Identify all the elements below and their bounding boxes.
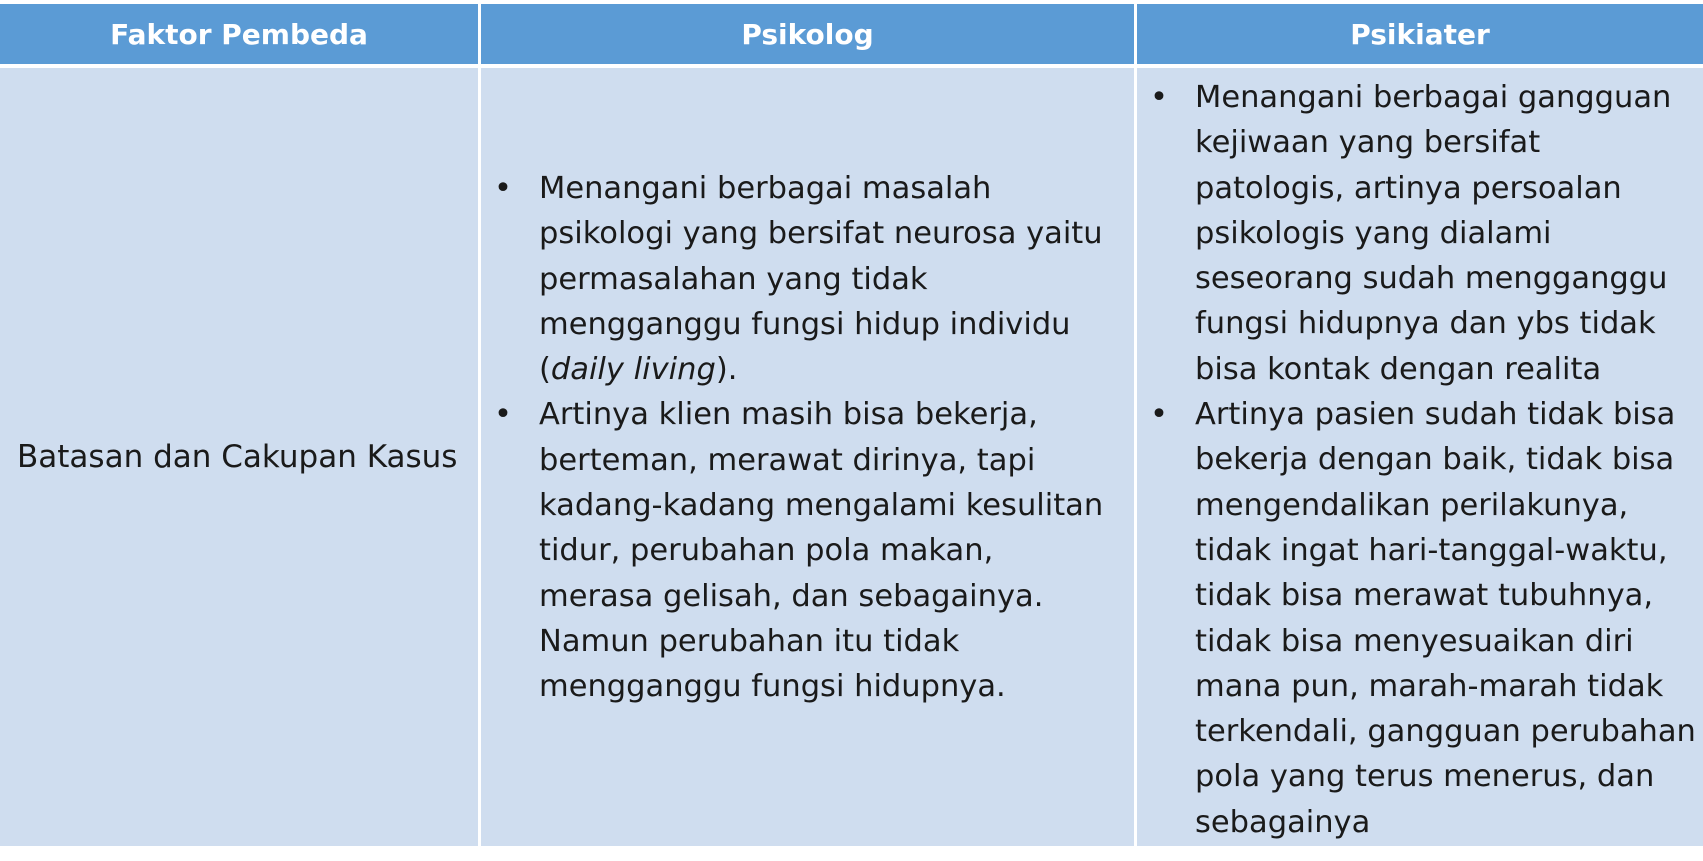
psikolog-bullet-1-text: Menangani berbagai masalah psikologi yang bersifat neurosa yaitu permasalahan yang tidak mengganggu fungsi hidup individu ( bbox=[539, 171, 1103, 388]
list-item bbox=[481, 392, 1111, 709]
bullet-icon: • bbox=[1150, 80, 1168, 115]
list-item bbox=[1137, 75, 1697, 392]
psikiater-cell bbox=[1137, 68, 1703, 846]
psikolog-bullet-1-italic: daily living bbox=[550, 352, 716, 388]
bullet-icon: • bbox=[494, 171, 512, 206]
header-psikolog: Psikolog bbox=[481, 4, 1134, 64]
header-psikiater: Psikiater bbox=[1137, 4, 1703, 64]
row-label: Batasan dan Cakupan Kasus bbox=[17, 439, 458, 475]
psikiater-bullet-list bbox=[1137, 75, 1697, 845]
psikolog-cell bbox=[481, 68, 1134, 846]
row-label-cell bbox=[0, 68, 478, 846]
header-faktor-pembeda: Faktor Pembeda bbox=[0, 4, 478, 64]
comparison-table bbox=[0, 4, 1703, 846]
psikolog-bullet-2-text: Artinya klien masih bisa bekerja, berteman, merawat dirinya, tapi kadang-kadang mengalami kesulitan tidur, perubahan pola makan, merasa gelisah, dan sebagainya. Namun perubahan itu tidak mengganggu fungsi hidupnya. bbox=[539, 397, 1104, 705]
bullet-icon: • bbox=[494, 397, 512, 433]
list-item bbox=[1137, 392, 1697, 845]
psikolog-bullet-list bbox=[481, 166, 1111, 710]
psikiater-bullet-2-text: Artinya pasien sudah tidak bisa bekerja dengan baik, tidak bisa mengendalikan perilakunya, tidak ingat hari-tanggal-waktu, tidak bisa merawat tubuhnya, tidak bisa menyesuaikan diri mana pun, marah-marah tidak terkendali, gangguan perubahan pola yang terus menerus, dan sebagainya bbox=[1195, 397, 1696, 840]
psikolog-bullet-1-end: ). bbox=[715, 352, 738, 388]
bullet-icon: • bbox=[1150, 397, 1168, 433]
list-item bbox=[481, 166, 1111, 392]
psikiater-bullet-1-text: Menangani berbagai gangguan kejiwaan yang bersifat patologis, artinya persoalan psikologis yang dialami seseorang sudah mengganggu fungsi hidupnya dan ybs tidak bisa kontak dengan realita bbox=[1195, 80, 1672, 387]
